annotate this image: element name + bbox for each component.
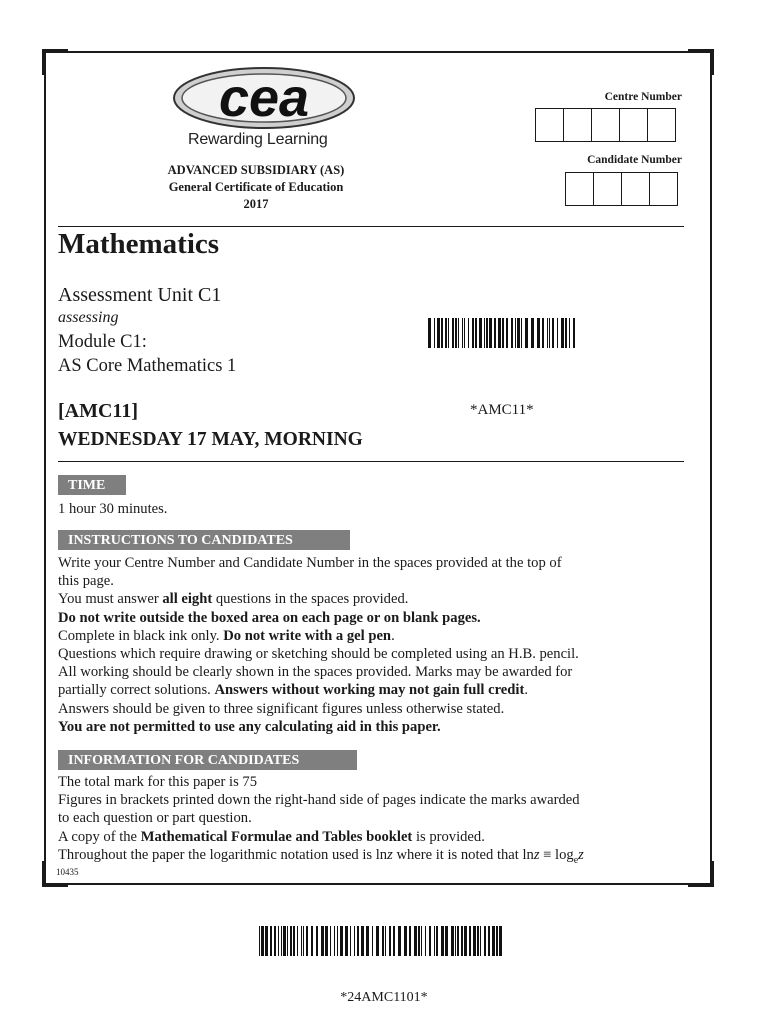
instruction-line: You must answer all eight questions in the spaces provided. (58, 591, 409, 608)
candidate-number-boxes[interactable] (566, 172, 678, 206)
barcode-bar (542, 318, 544, 348)
digit-box[interactable] (535, 108, 564, 142)
barcode-bar (259, 926, 260, 956)
barcode-bar (261, 926, 264, 956)
time-allowed: 1 hour 30 minutes. (58, 501, 168, 517)
barcode-bar (473, 926, 476, 956)
barcode-bar (265, 926, 268, 956)
barcode-bar (376, 926, 379, 956)
instruction-line: All working should be clearly shown in the spaces provided. Marks may be awarded for (58, 664, 573, 681)
barcode-bar (445, 318, 447, 348)
cea-logo (172, 66, 356, 130)
barcode-bar (499, 926, 502, 956)
assessing-label: assessing (58, 309, 119, 326)
info-line: to each question or part question. (58, 810, 252, 827)
barcode-bar (452, 318, 454, 348)
barcode-bar (361, 926, 364, 956)
exam-date: WEDNESDAY 17 MAY, MORNING (58, 429, 363, 450)
instruction-line: Answers should be given to three significant figures unless otherwise stated. (58, 700, 505, 717)
digit-box[interactable] (619, 108, 648, 142)
barcode-bar (357, 926, 359, 956)
info-line: A copy of the Mathematical Formulae and Tables booklet is provided. (58, 828, 485, 845)
barcode-bar (496, 926, 498, 956)
barcode-bar (479, 318, 482, 348)
barcode-bar (389, 926, 391, 956)
instruction-line: Write your Centre Number and Candidate Number in the spaces provided at the top of (58, 555, 562, 571)
barcode-bar (350, 926, 351, 956)
logo-tagline: Rewarding Learning (188, 131, 328, 148)
digit-box[interactable] (565, 172, 594, 206)
instruction-line: this page. (58, 573, 114, 590)
module-name: AS Core Mathematics 1 (58, 356, 237, 376)
barcode-bar (297, 926, 298, 956)
barcode-bar (372, 926, 373, 956)
instruction-line: partially correct solutions. Answers without working may not gain full credit. (58, 682, 528, 699)
barcode-bar (316, 926, 318, 956)
instruction-line: Do not write outside the boxed area on each page or on blank pages. (58, 609, 481, 626)
barcode-bar (573, 318, 575, 348)
centre-number-boxes[interactable] (536, 108, 676, 142)
barcode-bar (448, 318, 449, 348)
barcode-bar (278, 926, 279, 956)
barcode-bar (393, 926, 395, 956)
barcode-bar (492, 926, 495, 956)
barcode-bar (537, 318, 540, 348)
barcode-bar (414, 926, 417, 956)
barcode-bar (488, 926, 490, 956)
barcode-bar (515, 318, 516, 348)
barcode-bar (525, 318, 528, 348)
barcode-bar (565, 318, 567, 348)
instructions-text (58, 554, 678, 736)
barcode-bar (451, 926, 454, 956)
instruction-line: You are not permitted to use any calculating aid in this paper. (58, 718, 441, 735)
barcode-bar (455, 318, 457, 348)
information-heading: INFORMATION FOR CANDIDATES (58, 750, 357, 770)
barcode-bar (398, 926, 401, 956)
barcode-bar (561, 318, 564, 348)
barcode-bar (506, 318, 508, 348)
barcode-bar (311, 926, 313, 956)
barcode-bar (437, 318, 440, 348)
barcode-bar (434, 318, 435, 348)
centre-number-label: Centre Number (604, 91, 682, 103)
subject-title: Mathematics (58, 228, 220, 260)
exam-year: 2017 (243, 197, 269, 211)
information-text (58, 773, 678, 870)
barcode-bar (462, 318, 463, 348)
barcode-bar (517, 318, 520, 348)
barcode-bar (287, 926, 288, 956)
info-line: Figures in brackets printed down the right-hand side of pages indicate the marks awarded (58, 792, 580, 809)
barcode-bar (436, 926, 438, 956)
barcode-bar (489, 318, 492, 348)
barcode-bar (569, 318, 570, 348)
barcode-bar (290, 926, 292, 956)
barcode-bar (464, 926, 467, 956)
barcode-bar (531, 318, 534, 348)
barcode-bar (301, 926, 302, 956)
barcode-bar (418, 926, 420, 956)
barcode-bar (445, 926, 448, 956)
barcode-bar (270, 926, 272, 956)
barcode-bar (409, 926, 411, 956)
barcode-bar (382, 926, 384, 956)
barcode-bar (337, 926, 338, 956)
info-line: The total mark for this paper is 75 (58, 774, 257, 790)
digit-box[interactable] (649, 172, 678, 206)
divider (58, 226, 684, 227)
barcode-bar (404, 926, 407, 956)
barcode-bar (274, 926, 276, 956)
barcode-bar (475, 318, 477, 348)
barcode-bar (428, 318, 431, 348)
corner-mark (688, 861, 714, 887)
barcode-bar (461, 926, 463, 956)
digit-box[interactable] (647, 108, 676, 142)
barcode-bar (469, 926, 471, 956)
divider (58, 461, 684, 462)
barcode-bar (293, 926, 295, 956)
barcode-bar (484, 318, 485, 348)
digit-box[interactable] (563, 108, 592, 142)
digit-box[interactable] (591, 108, 620, 142)
instructions-heading: INSTRUCTIONS TO CANDIDATES (58, 530, 350, 550)
barcode-bar (434, 926, 435, 956)
barcode-bar (549, 318, 550, 348)
barcode-bar (306, 926, 308, 956)
barcode-bar (441, 926, 444, 956)
barcode-bar (354, 926, 355, 956)
paper-code: [AMC11] (58, 400, 138, 422)
barcode-bar (321, 926, 324, 956)
barcode-bar (345, 926, 348, 956)
barcode-bar (552, 318, 554, 348)
document-number: 10435 (56, 867, 79, 877)
barcode-bar (330, 926, 331, 956)
barcode-bar (455, 926, 456, 956)
barcode-bar (480, 926, 481, 956)
barcode-bar (486, 318, 488, 348)
corner-mark (688, 49, 714, 75)
paper-barcode (428, 318, 578, 348)
barcode-bar (477, 926, 479, 956)
logo-wordmark: cea (218, 68, 310, 128)
barcode-bar (441, 318, 443, 348)
qualification-level: ADVANCED SUBSIDIARY (AS) (167, 163, 345, 177)
module-code: Module C1: (58, 332, 147, 352)
barcode-bar (281, 926, 282, 956)
barcode-bar (468, 318, 469, 348)
barcode-bar (498, 318, 501, 348)
barcode-bar (325, 926, 328, 956)
barcode-bar (484, 926, 486, 956)
corner-mark (42, 49, 68, 75)
barcode-bar (385, 926, 386, 956)
barcode-bar (464, 318, 465, 348)
barcode-bar (283, 926, 286, 956)
qualification-name: General Certificate of Education (168, 180, 344, 194)
candidate-number-label: Candidate Number (587, 154, 682, 166)
instruction-line: Complete in black ink only. Do not write with a gel pen. (58, 627, 395, 644)
barcode-bar (511, 318, 513, 348)
barcode-bar (457, 926, 459, 956)
barcode-bar (472, 318, 474, 348)
page-barcode (259, 926, 507, 956)
time-heading: TIME (58, 475, 126, 495)
barcode-bar (547, 318, 548, 348)
barcode-bar (303, 926, 304, 956)
digit-box[interactable] (621, 172, 650, 206)
barcode-bar (340, 926, 343, 956)
barcode-bar (521, 318, 522, 348)
info-line: Throughout the paper the logarithmic notation used is lnz where it is noted that $\ln z \equiv \log_ez$ (58, 846, 584, 866)
unit-title: Assessment Unit C1 (58, 284, 222, 306)
barcode-bar (557, 318, 558, 348)
barcode-bar (366, 926, 369, 956)
barcode-bar (458, 318, 459, 348)
digit-box[interactable] (593, 172, 622, 206)
barcode-bar (334, 926, 335, 956)
barcode-text: *AMC11* (470, 402, 534, 418)
barcode-bar (429, 926, 431, 956)
barcode-bar (421, 926, 422, 956)
instruction-line: Questions which require drawing or sketching should be completed using an H.B. pencil. (58, 646, 579, 663)
page-code: *24AMC1101* (340, 990, 428, 1005)
barcode-bar (494, 318, 496, 348)
barcode-bar (502, 318, 504, 348)
barcode-bar (425, 926, 426, 956)
